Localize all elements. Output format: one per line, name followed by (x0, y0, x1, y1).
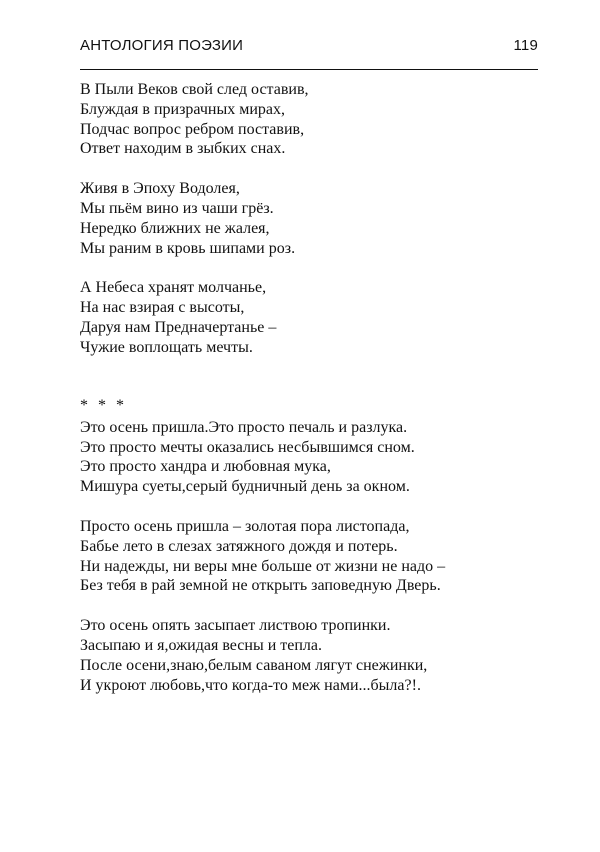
verse-line: Блуждая в призрачных мирах, (80, 100, 286, 118)
verse-line: А Небеса хранят молчанье, (80, 279, 267, 297)
verse-line: Ни надежды, ни веры мне больше от жизни не надо – (80, 557, 446, 575)
poem-2 (80, 396, 550, 715)
stanza (80, 517, 550, 596)
stanza (80, 418, 550, 497)
verse-line: Засыпаю и я,ожидая весны и тепла. (80, 636, 323, 654)
verse-line: Бабье лето в слезах затяжного дождя и потерь. (80, 537, 398, 555)
verse-line: Подчас вопрос ребром поставив, (80, 120, 305, 138)
verse-line: Ответ находим в зыбких снах. (80, 140, 286, 158)
poem-1 (80, 80, 550, 378)
verse-line: Мишура суеты,серый будничный день за окном. (80, 478, 410, 496)
stanza (80, 179, 550, 258)
verse-line: Мы пьём вино из чаши грёз. (80, 199, 274, 217)
verse-line: На нас взирая с высоты, (80, 299, 245, 317)
poem-separator: * * * (80, 397, 127, 414)
page-number: 119 (513, 37, 538, 54)
verse-line: Это просто мечты оказались несбывшимся сном. (80, 438, 415, 456)
verse-line: Живя в Эпоху Водолея, (80, 180, 240, 198)
stanza (80, 616, 550, 695)
verse-line: Это осень опять засыпает листвою тропинки. (80, 617, 391, 635)
verse-line: И укроют любовь,что когда-то меж нами...была?!. (80, 676, 421, 694)
stanza (80, 278, 550, 357)
verse-line: Это осень пришла.Это просто печаль и разлука. (80, 418, 408, 436)
running-title: АНТОЛОГИЯ ПОЭЗИИ (80, 37, 244, 54)
stanza (80, 80, 550, 159)
verse-line: В Пыли Веков свой след оставив, (80, 81, 309, 98)
verse-line: Без тебя в рай земной не открыть заповедную Дверь. (80, 577, 441, 595)
verse-line: Чужие воплощать мечты. (80, 338, 253, 356)
verse-line: Даруя нам Предначертанье – (80, 318, 277, 336)
verse-line: Мы раним в кровь шипами роз. (80, 239, 296, 257)
header-rule (80, 69, 538, 70)
verse-line: Нередко ближних не жалея, (80, 219, 270, 237)
verse-line: Просто осень пришла – золотая пора листопада, (80, 517, 410, 535)
verse-line: После осени,знаю,белым саваном лягут снежинки, (80, 656, 428, 674)
page-header (80, 37, 538, 59)
verse-line: Это просто хандра и любовная мука, (80, 458, 331, 476)
